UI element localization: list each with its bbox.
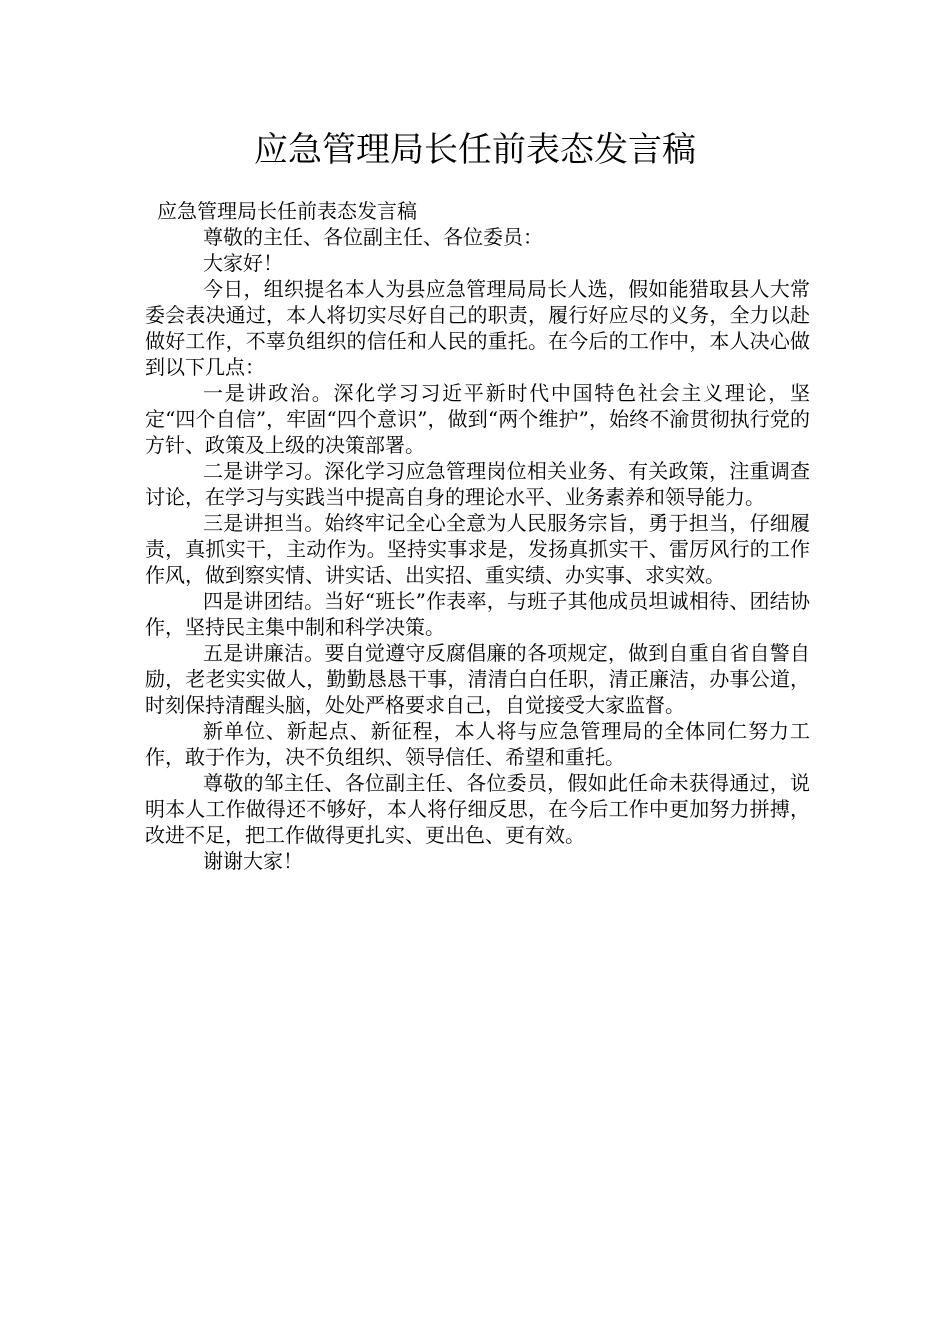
paragraph-point-learning: 二是讲学习。深化学习应急管理岗位相关业务、有关政策，注重调查讨论，在学习与实践当中提高自身的理论水平、业务素养和领导能力。 (145, 459, 810, 509)
paragraph-point-unity: 四是讲团结。当好“班长”作表率，与班子其他成员坦诚相待、团结协作，坚持民主集中制和科学决策。 (145, 589, 810, 639)
document-title: 应急管理局长任前表态发言稿 (254, 130, 696, 170)
paragraph-point-integrity: 五是讲廉洁。要自觉遵守反腐倡廉的各项规定，做到自重自省自警自励，老老实实做人，勤勤恳恳干事，清清白白任职，清正廉洁，办事公道，时刻保持清醒头脑，处处严格要求自己，自觉接受大家监督。 (145, 641, 810, 717)
paragraph-thanks: 谢谢大家！ (203, 849, 303, 873)
paragraph-contingency: 尊敬的邹主任、各位副主任、各位委员，假如此任命未获得通过，说明本人工作做得还不够好，本人将仔细反思，在今后工作中更加努力拼搏，改进不足，把工作做得更扎实、更出色、更有效。 (145, 771, 810, 847)
document-subtitle: 应急管理局长任前表态发言稿 (157, 199, 417, 223)
paragraph-greeting: 大家好！ (203, 251, 283, 275)
paragraph-point-politics: 一是讲政治。深化学习习近平新时代中国特色社会主义理论，坚定“四个自信”，牢固“四个意识”，做到“两个维护”，始终不渝贯彻执行党的方针、政策及上级的决策部署。 (145, 381, 810, 457)
paragraph-intro: 今日，组织提名本人为县应急管理局局长人选，假如能猎取县人大常委会表决通过，本人将切实尽好自己的职责，履行好应尽的义务，全力以赴做好工作，不辜负组织的信任和人民的重托。在今后的工作中，本人决心做到以下几点： (145, 277, 810, 379)
paragraph-point-responsibility: 三是讲担当。始终牢记全心全意为人民服务宗旨，勇于担当，仔细履责，真抓实干，主动作为。坚持实事求是，发扬真抓实干、雷厉风行的工作作风，做到察实情、讲实话、出实招、重实绩、办实事、求实效。 (145, 511, 810, 587)
paragraph-salutation: 尊敬的主任、各位副主任、各位委员： (203, 225, 543, 249)
document-body (145, 198, 810, 874)
paragraph-commitment: 新单位、新起点、新征程，本人将与应急管理局的全体同仁努力工作，敢于作为，决不负组织、领导信任、希望和重托。 (145, 719, 810, 769)
